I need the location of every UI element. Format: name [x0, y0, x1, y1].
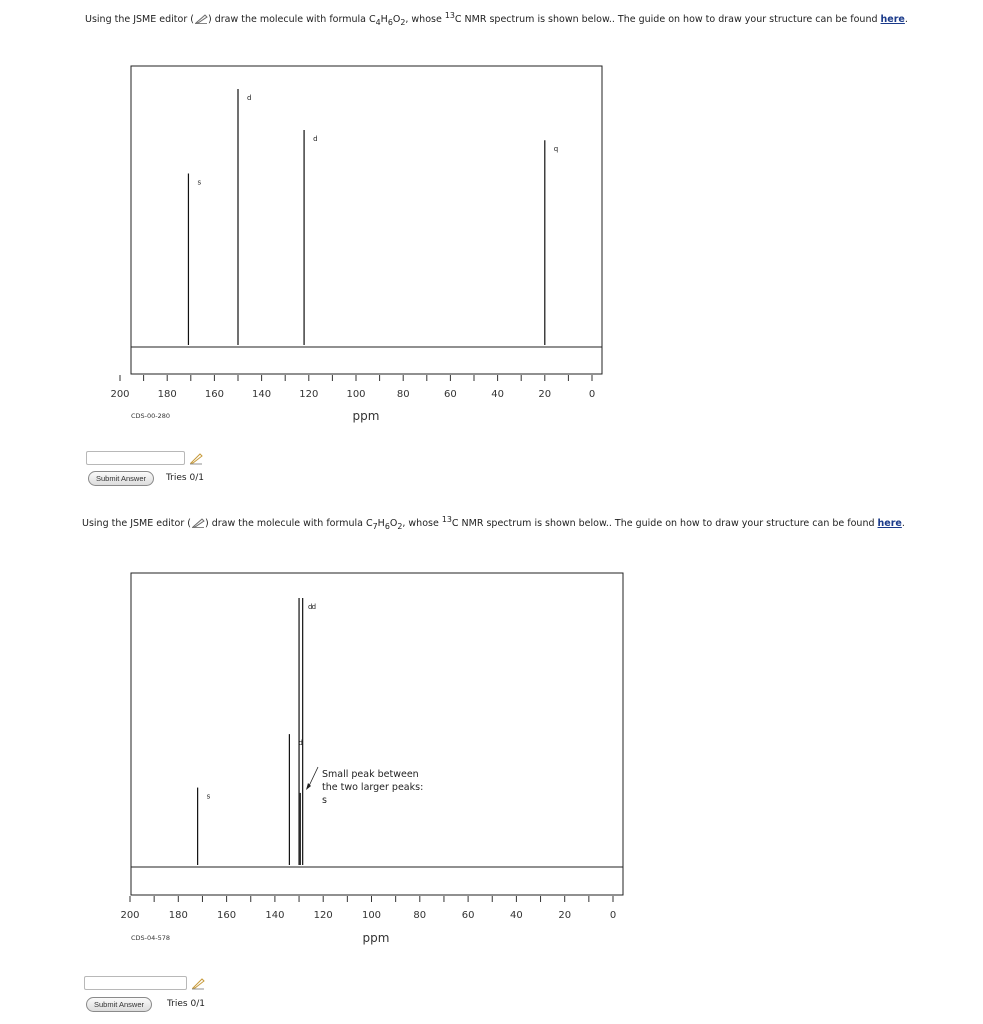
spectrum-code: CDS-04-578: [131, 934, 171, 942]
answer-input[interactable]: [86, 451, 185, 465]
axis-tick-label: 140: [265, 910, 285, 921]
axis-tick-label: 160: [204, 389, 224, 400]
annotation-text: s: [322, 795, 327, 806]
tries-counter: Tries 0/1: [166, 473, 204, 483]
pencil-icon: [191, 517, 205, 528]
guide-link[interactable]: here: [877, 518, 902, 530]
submit-answer-button[interactable]: Submit Answer: [88, 471, 154, 486]
axis-tick-label: 40: [510, 910, 523, 921]
peak-multiplicity-label: d: [298, 739, 303, 748]
axis-tick-label: 160: [217, 910, 237, 921]
guide-link[interactable]: here: [880, 14, 905, 26]
peak-multiplicity-label: q: [553, 145, 559, 154]
axis-tick-label: 120: [313, 910, 333, 921]
peak-multiplicity-label: s: [197, 178, 202, 187]
annotation-text: Small peak between: [322, 769, 419, 780]
axis-tick-label: 80: [413, 910, 427, 921]
spectrum-frame: [131, 66, 602, 347]
axis-label-ppm: ppm: [352, 409, 380, 423]
axis-tick-label: 0: [588, 389, 596, 400]
nmr-spectrum-chart: [0, 540, 983, 960]
spectrum-lower-strip: [131, 867, 623, 895]
tries-counter: Tries 0/1: [167, 999, 205, 1009]
spectrum-frame: [131, 573, 623, 867]
axis-tick-label: 0: [609, 910, 617, 921]
axis-tick-label: 200: [110, 389, 130, 400]
nmr-spectrum-chart: [0, 0, 983, 440]
axis-tick-label: 80: [396, 389, 410, 400]
spectrum-lower-strip: [131, 347, 602, 374]
axis-tick-label: 200: [120, 910, 140, 921]
edit-pencil-icon[interactable]: [190, 976, 206, 990]
axis-tick-label: 180: [168, 910, 188, 921]
axis-tick-label: 100: [361, 910, 382, 921]
axis-tick-label: 20: [558, 910, 572, 921]
edit-pencil-icon[interactable]: [188, 451, 204, 465]
spectrum-code: CDS-00-280: [131, 412, 171, 420]
peak-multiplicity-label: s: [206, 792, 211, 801]
axis-label-ppm: ppm: [362, 931, 390, 945]
axis-tick-label: 60: [461, 910, 475, 921]
submit-answer-button[interactable]: Submit Answer: [86, 997, 152, 1012]
peak-multiplicity-label: d: [313, 134, 318, 143]
axis-tick-label: 20: [538, 389, 552, 400]
axis-tick-label: 140: [252, 389, 272, 400]
answer-input[interactable]: [84, 976, 187, 990]
peak-multiplicity-label: d: [311, 603, 317, 611]
annotation-text: the two larger peaks:: [322, 782, 424, 793]
question-1-prompt: Using the JSME editor ( ) draw the molecule with formula $C_4H_6O_2$, whose $^{13}$C NMR spectrum is shown below.. The guide on how to draw your structure can be found here.: [85, 11, 908, 28]
axis-tick-label: 40: [491, 389, 504, 400]
axis-tick-label: 180: [157, 389, 177, 400]
axis-tick-label: 120: [299, 389, 319, 400]
peak-multiplicity-label: d: [308, 603, 313, 611]
axis-tick-label: 100: [346, 389, 366, 400]
question-2-prompt: Using the JSME editor ( ) draw the molecule with formula $C_7H_6O_2$, whose $^{13}$C NMR spectrum is shown below.. The guide on how to draw your structure can be found here.: [82, 515, 905, 532]
peak-multiplicity-label: d: [247, 94, 252, 102]
axis-tick-label: 60: [444, 389, 457, 400]
